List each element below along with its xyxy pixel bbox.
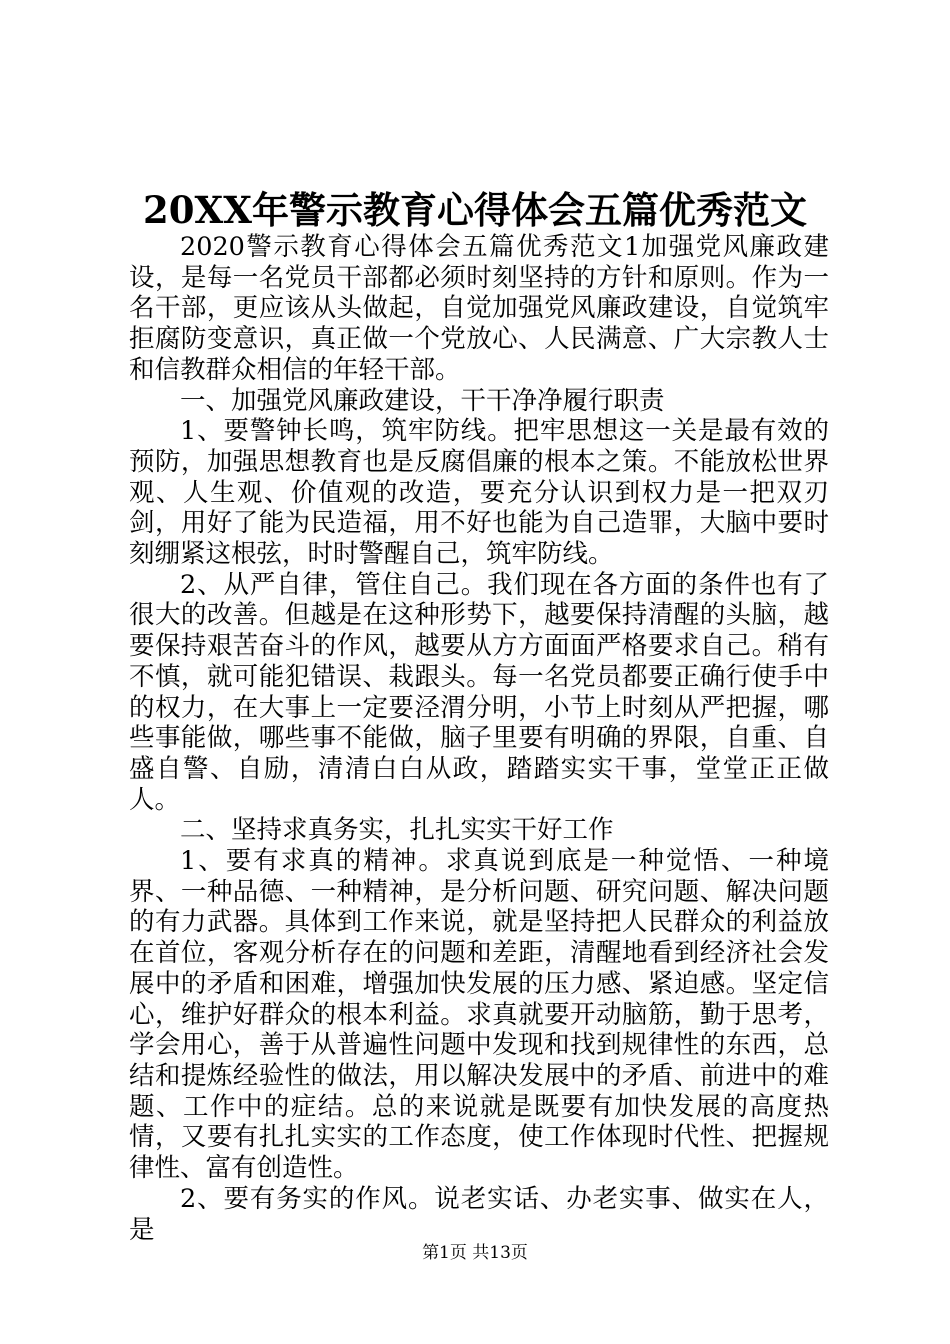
paragraph-1-2: 2、从严自律，管住自己。我们现在各方面的条件也有了很大的改善。但越是在这种形势下，越要保持清醒的头脑，越要保持艰苦奋斗的作风，越要从方方面面严格要求自己。稍有不慎，就可能犯错误、栽跟头。每一名党员都要正确行使手中的权力，在大事上一定要泾渭分明，小节上时刻从严把握，哪些事能做，哪些事不能做，脑子里要有明确的界限，自重、自盛自警、自励，清清白白从政，踏踏实实干事，堂堂正正做人。 <box>129 569 829 815</box>
document-title: 20XX年警示教育心得体会五篇优秀范文 <box>143 188 807 232</box>
page-footer: 第1页 共13页 <box>422 1243 528 1263</box>
paragraph-2-2: 2、要有务实的作风。说老实话、办老实事、做实在人，是 <box>129 1183 829 1245</box>
paragraph-2-1: 1、要有求真的精神。求真说到底是一种觉悟、一种境界、一种品德、一种精神，是分析问题、研究问题、解决问题的有力武器。具体到工作来说，就是坚持把人民群众的利益放在首位，客观分析存在的问题和差距，清醒地看到经济社会发展中的矛盾和困难，增强加快发展的压力感、紧迫感。坚定信心，维护好群众的根本利益。求真就要开动脑筋，勤于思考，学会用心，善于从普遍性问题中发现和找到规律性的东西，总结和提炼经验性的做法，用以解决发展中的矛盾、前进中的难题、工作中的症结。总的来说就是既要有加快发展的高度热情，又要有扎扎实实的工作态度，使工作体现时代性、把握规律性、富有创造性。 <box>129 846 829 1184</box>
section-heading-1: 一、加强党风廉政建设，干干净净履行职责 <box>180 385 665 416</box>
paragraph-intro: 2020警示教育心得体会五篇优秀范文1加强党风廉政建设，是每一名党员干部都必须时刻坚持的方针和原则。作为一名干部，更应该从头做起，自觉加强党风廉政建设，自觉筑牢拒腐防变意识，真正做一个党放心、人民满意、广大宗教人士和信教群众相信的年轻干部。 <box>129 232 829 385</box>
document-body <box>129 232 829 1245</box>
section-heading-2: 二、坚持求真务实，扎扎实实干好工作 <box>180 815 614 846</box>
paragraph-1-1: 1、要警钟长鸣，筑牢防线。把牢思想这一关是最有效的预防，加强思想教育也是反腐倡廉的根本之策。不能放松世界观、人生观、价值观的改造，要充分认识到权力是一把双刃剑，用好了能为民造福，用不好也能为自己造罪，大脑中要时刻绷紧这根弦，时时警醒自己，筑牢防线。 <box>129 416 829 570</box>
